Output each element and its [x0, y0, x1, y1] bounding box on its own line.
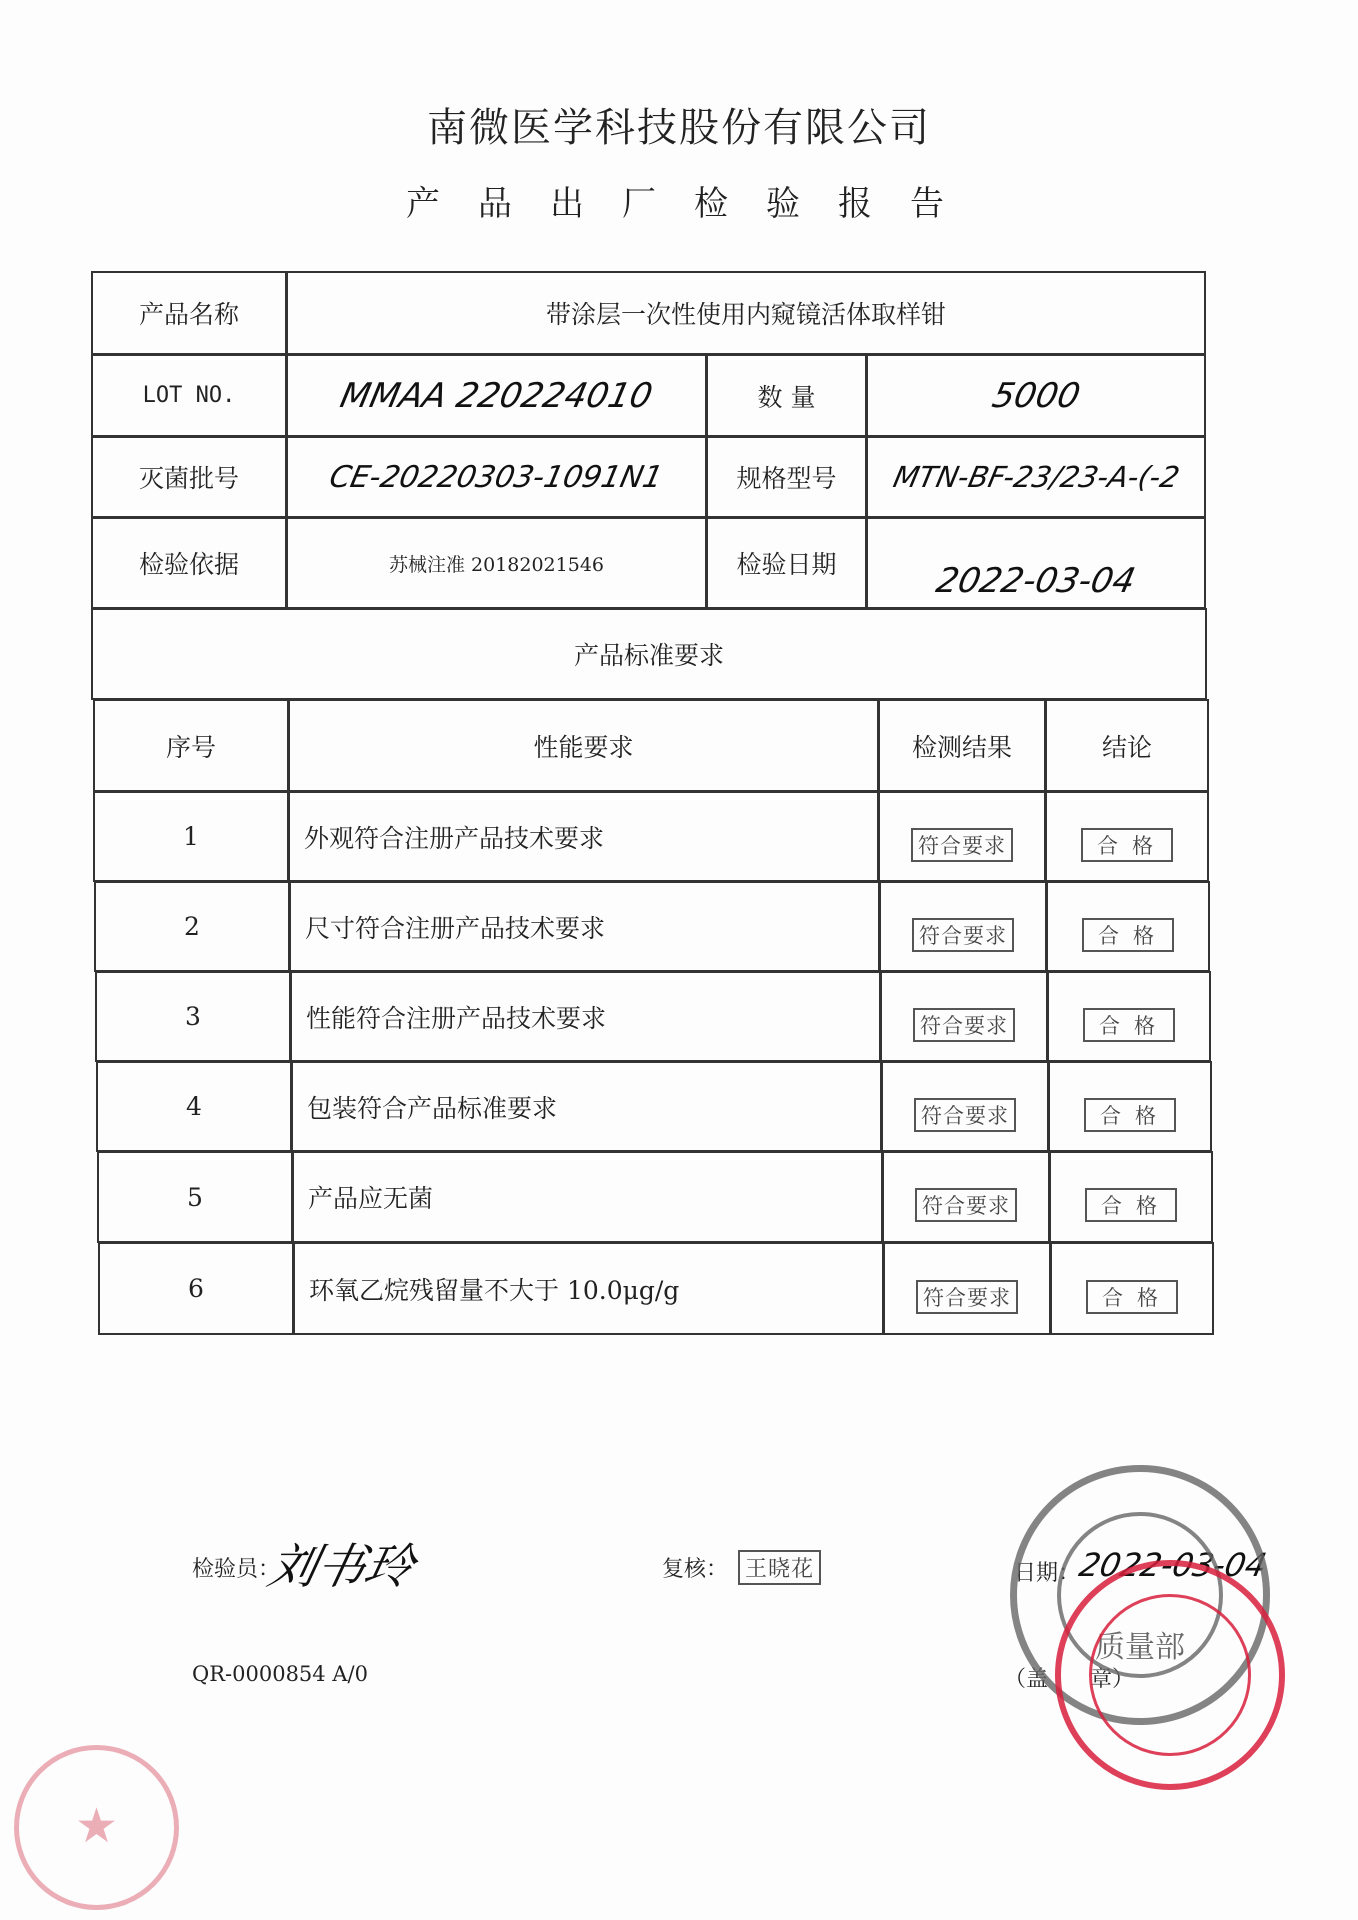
- lot-cell: [286, 354, 707, 437]
- row-no: 2: [184, 912, 200, 941]
- result-stamp: 符合要求: [915, 1188, 1017, 1222]
- product-name-label: 产品名称: [91, 271, 287, 355]
- conclusion-stamp: 合格: [1086, 1280, 1178, 1314]
- row-conclusion-cell: [1048, 1061, 1212, 1152]
- row-no-cell: [94, 881, 290, 972]
- distributor-seal: ★: [14, 1745, 179, 1910]
- row-requirement: 产品应无菌: [308, 1184, 434, 1213]
- header-no: 序号: [93, 699, 289, 792]
- footer-date-label: 日期：: [1014, 1561, 1081, 1586]
- company-name: 南微医学科技股份有限公司: [427, 105, 931, 151]
- model-cell: [866, 436, 1206, 518]
- row-no-cell: [97, 1151, 293, 1243]
- inspector-label: 检验员：: [192, 1557, 281, 1582]
- row-requirement-cell: [290, 971, 881, 1062]
- row-requirement-cell: [293, 1242, 884, 1335]
- header-requirement: 性能要求: [288, 699, 879, 792]
- inspector-signature: 刘书玲: [263, 1539, 420, 1595]
- header-conclusion: 结论: [1045, 699, 1209, 792]
- row-requirement-cell: [292, 1151, 883, 1243]
- row-result-cell: [878, 791, 1046, 882]
- quality-dept-seal-red: [1055, 1560, 1285, 1790]
- qty-label: 数 量: [706, 354, 867, 437]
- row-no: 6: [188, 1274, 204, 1303]
- conclusion-stamp: 合格: [1085, 1188, 1177, 1222]
- row-requirement: 性能符合注册产品技术要求: [306, 1003, 607, 1033]
- result-stamp: 符合要求: [914, 1098, 1016, 1132]
- row-no: 5: [187, 1182, 203, 1212]
- result-stamp: 符合要求: [912, 918, 1014, 952]
- row-requirement: 尺寸符合注册产品技术要求: [305, 913, 606, 943]
- footer-date-value: 2022-03-04: [1075, 1546, 1271, 1584]
- row-conclusion-cell: [1045, 791, 1209, 882]
- row-no: 1: [183, 822, 199, 851]
- row-no-cell: [96, 1061, 292, 1152]
- date-label: 检验日期: [706, 517, 867, 609]
- row-no-cell: [98, 1242, 294, 1335]
- row-requirement: 包装符合产品标准要求: [307, 1093, 558, 1123]
- row-conclusion-cell: [1049, 1151, 1213, 1243]
- model-value: MTN-BF-23/23-A-(-2: [889, 460, 1183, 494]
- conclusion-stamp: 合格: [1084, 1098, 1176, 1132]
- row-result-cell: [881, 1061, 1049, 1152]
- row-conclusion-cell: [1046, 881, 1210, 972]
- qty-value: 5000: [988, 375, 1084, 416]
- report-title: 产品出厂检验报告: [406, 184, 982, 224]
- basis-label: 检验依据: [91, 517, 287, 609]
- sterile-value: CE-20220303-1091N1: [326, 459, 667, 495]
- date-cell: [866, 517, 1206, 609]
- row-result-cell: [879, 881, 1047, 972]
- seal-label: （盖 章）: [1004, 1667, 1134, 1692]
- sterile-label: 灭菌批号: [91, 436, 287, 518]
- conclusion-stamp: 合格: [1083, 1008, 1175, 1042]
- standards-title: 产品标准要求: [91, 608, 1207, 700]
- row-no-cell: [95, 971, 291, 1062]
- basis-value: 苏械注准 20182021546: [286, 517, 707, 609]
- row-requirement-cell: [289, 881, 880, 972]
- row-result-cell: [882, 1151, 1050, 1243]
- row-conclusion-cell: [1050, 1242, 1214, 1335]
- date-value: 2022-03-04: [932, 561, 1140, 601]
- row-no: 3: [185, 1002, 201, 1031]
- qty-cell: [866, 354, 1206, 437]
- form-code: QR-0000854 A/0: [192, 1662, 368, 1686]
- row-requirement-cell: [288, 791, 879, 882]
- result-stamp: 符合要求: [916, 1280, 1018, 1314]
- row-requirement: 环氧乙烷残留量不大于 10.0μg/g: [309, 1275, 680, 1305]
- model-label: 规格型号: [706, 436, 867, 518]
- row-result-cell: [883, 1242, 1051, 1335]
- quality-dept-seal-gray: 质量部: [1010, 1465, 1270, 1725]
- row-requirement: 外观符合注册产品技术要求: [304, 823, 605, 853]
- row-result-cell: [880, 971, 1048, 1062]
- row-no-cell: [93, 791, 289, 882]
- conclusion-stamp: 合格: [1081, 828, 1173, 862]
- result-stamp: 符合要求: [913, 1008, 1015, 1042]
- row-no: 4: [186, 1092, 202, 1121]
- reviewer-label: 复核：: [662, 1557, 729, 1582]
- product-name-value: 带涂层一次性使用内窥镜活体取样钳: [286, 271, 1206, 355]
- row-requirement-cell: [291, 1061, 882, 1152]
- lot-value: MMAA 220224010: [336, 375, 657, 416]
- row-conclusion-cell: [1047, 971, 1211, 1062]
- sterile-cell: [286, 436, 707, 518]
- header-result: 检测结果: [878, 699, 1046, 792]
- reviewer-stamp: 王晓花: [738, 1550, 821, 1585]
- result-stamp: 符合要求: [911, 828, 1013, 862]
- conclusion-stamp: 合格: [1082, 918, 1174, 952]
- lot-label: LOT NO.: [91, 354, 287, 437]
